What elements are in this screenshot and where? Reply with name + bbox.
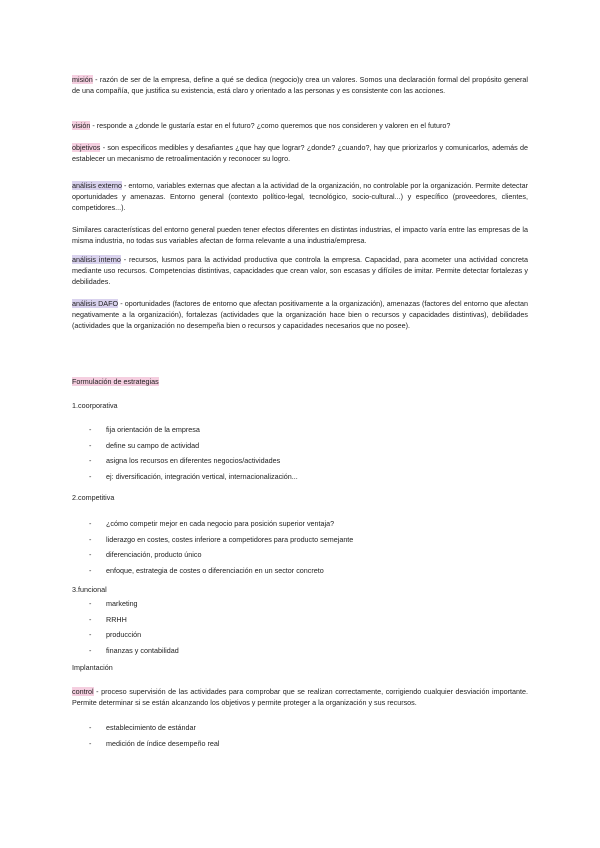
list-item-text: liderazgo en costes, costes inferiore a competidores para producto semejante xyxy=(106,534,354,544)
term-vision: visión xyxy=(72,121,91,130)
list-item xyxy=(72,440,298,456)
paragraph-analisis-externo xyxy=(72,180,528,213)
list-dash: - xyxy=(89,630,92,640)
list-dash: - xyxy=(89,519,92,528)
term-mision: misión xyxy=(72,75,93,84)
list-dash: - xyxy=(89,550,92,560)
list-dash: - xyxy=(89,599,92,608)
section-title-formulacion: Formulación de estrategias xyxy=(72,377,159,386)
list-dash: - xyxy=(89,565,92,575)
list-dash: - xyxy=(89,440,92,450)
list-item-text: ej: diversificación, integración vertical, internacionalización... xyxy=(106,471,298,481)
list-item xyxy=(72,738,219,754)
list-corporativa xyxy=(72,424,298,486)
term-analisis-externo: análisis externo xyxy=(72,181,122,190)
paragraph-vision xyxy=(72,120,528,131)
list-item xyxy=(72,455,298,471)
paragraph-analisis-interno xyxy=(72,254,528,287)
subheading-funcional: 3.funcional xyxy=(72,585,107,594)
list-item xyxy=(72,549,353,565)
list-item-text: medición de índice desempeño real xyxy=(106,738,220,748)
list-item-text: marketing xyxy=(106,599,138,608)
list-item-text: define su campo de actividad xyxy=(106,440,200,450)
list-item-text: establecimiento de estándar xyxy=(106,723,196,732)
list-item xyxy=(72,518,353,534)
list-dash: - xyxy=(89,738,92,748)
list-competitiva xyxy=(72,518,353,580)
paragraph-mision xyxy=(72,74,528,96)
text-objetivos: - son especificos medibles y desafiantes ¿que hay que lograr? ¿donde? ¿cuando?, hay que priorizarlos y comunicarlos, además de establecer un mecanismo de retroalimentación y reconocer su logro. xyxy=(72,143,528,163)
section-heading-formulacion xyxy=(72,376,159,387)
list-item xyxy=(72,471,298,487)
paragraph-analisis-dafo xyxy=(72,298,528,331)
text-analisis-interno: - recursos, lusmos para la actividad productiva que controla la empresa. Capacidad, para acometer una actividad concreta mediante uso recursos. Competencias distintivas, capacidades que crean valor, son escasas y difíciles de imitar. Permite detectar fortalezas y debilidades. xyxy=(72,255,528,286)
list-item xyxy=(72,424,298,440)
list-funcional xyxy=(72,598,179,660)
list-item-text: fija orientación de la empresa xyxy=(106,425,200,434)
text-analisis-externo: - entorno, variables externas que afectan a la actividad de la organización, no controlable por la organización. Permite detectar oportunidades y amenazas. Entorno general (contexto político-legal, tecnológico, socio-cultural...) y específico (proveedores, clientes, competidores...). xyxy=(72,181,528,212)
list-dash: - xyxy=(89,614,92,624)
list-dash: - xyxy=(89,425,92,434)
list-item xyxy=(72,629,179,645)
paragraph-objetivos xyxy=(72,142,528,164)
text-control: - proceso supervisión de las actividades para comprobar que se realizan correctamente, corrigiendo cualquier desviación importante. Permite determinar si se están alcanzando los objetivos y permite proteger a la organización y sus recursos. xyxy=(72,687,528,707)
text-mision: - razón de ser de la empresa, define a qué se dedica (negocio)y crea un valores. Somos una declaración formal del propósito general de una compañía, que justifica su existencia, está claro y orientado a las personas y es consistente con las acciones. xyxy=(72,75,528,95)
list-item xyxy=(72,645,179,661)
list-dash: - xyxy=(89,645,92,655)
list-dash: - xyxy=(89,534,92,544)
list-item xyxy=(72,565,353,581)
term-control: control xyxy=(72,687,94,696)
list-item-text: ¿cómo competir mejor en cada negocio para posición superior ventaja? xyxy=(106,519,335,528)
list-control xyxy=(72,722,219,753)
subheading-competitiva: 2.competitiva xyxy=(72,493,115,502)
text-similares: Similares características del entorno general pueden tener efectos diferentes en distintas industrias, el impacto varía entre las empresas de la misma industria, no todas sus variables afectan de forma relevante a una industria/empresa. xyxy=(72,225,528,245)
subheading-corporativa: 1.coorporativa xyxy=(72,401,118,410)
paragraph-similares xyxy=(72,224,528,246)
list-item-text: diferenciación, producto único xyxy=(106,550,202,560)
text-vision: - responde a ¿donde le gustaría estar en el futuro? ¿como queremos que nos consideren y valoren en el futuro? xyxy=(90,121,451,130)
paragraph-control xyxy=(72,686,528,708)
list-item-text: enfoque, estrategia de costes o diferenciación en un sector concreto xyxy=(106,565,324,575)
term-analisis-dafo: análisis DAFO xyxy=(72,299,119,308)
list-item-text: asigna los recursos en diferentes negocios/actividades xyxy=(106,456,281,466)
section-heading-implantacion: Implantación xyxy=(72,663,113,672)
list-item xyxy=(72,534,353,550)
list-item xyxy=(72,722,219,738)
list-item xyxy=(72,598,179,614)
term-objetivos: objetivos xyxy=(72,143,101,152)
list-item-text: producción xyxy=(106,630,142,640)
list-item-text: RRHH xyxy=(106,614,127,624)
list-dash: - xyxy=(89,471,92,481)
term-analisis-interno: análisis interno xyxy=(72,255,121,264)
list-item xyxy=(72,614,179,630)
list-dash: - xyxy=(89,456,92,466)
list-item-text: finanzas y contabilidad xyxy=(106,645,179,655)
text-analisis-dafo: - oportunidades (factores de entorno que afectan positivamente a la organización), amenazas (factores del entorno que afectan negativamente a la organización), fortalezas (actividades que la organización hace bien o recursos y capacidades distintivas), debilidades (actividades que la organización no desempeña bien o recursos y capacidades necesarios que no posee). xyxy=(72,299,528,330)
list-dash: - xyxy=(89,723,92,732)
